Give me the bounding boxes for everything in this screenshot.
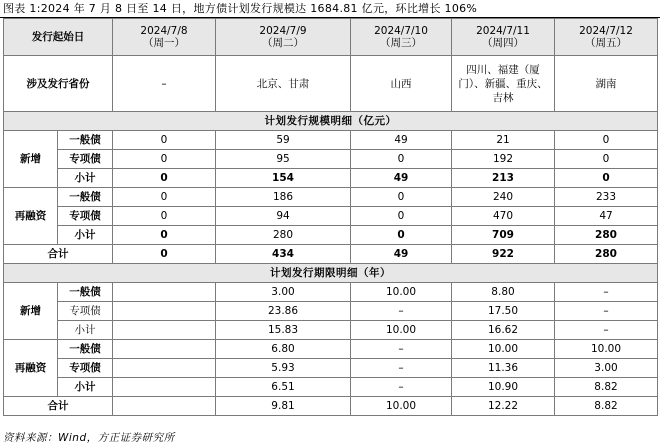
table-row <box>4 302 658 321</box>
value-cell: 59 <box>216 131 351 150</box>
value-cell: 0 <box>113 150 216 169</box>
table-row <box>4 378 658 397</box>
date-text: 2024/7/8 <box>140 25 188 37</box>
date-cell <box>113 19 216 56</box>
value-cell: 0 <box>351 150 452 169</box>
general-bond-label: 一般债 <box>58 283 113 302</box>
term-section-title-row <box>4 264 658 283</box>
subtotal-label: 小计 <box>58 321 113 340</box>
date-cell <box>216 19 351 56</box>
value-cell: 0 <box>113 245 216 264</box>
total-row <box>4 245 658 264</box>
scale-section-title: 计划发行规模明细（亿元） <box>4 112 658 131</box>
refinancing-label: 再融资 <box>4 340 58 397</box>
weekday-text: （周五） <box>585 37 627 49</box>
value-cell: 8.82 <box>555 378 658 397</box>
value-cell: 186 <box>216 188 351 207</box>
value-cell: – <box>351 340 452 359</box>
value-cell: 0 <box>555 150 658 169</box>
weekday-text: （周一） <box>143 37 185 49</box>
general-bond-label: 一般债 <box>58 131 113 150</box>
value-cell: 0 <box>113 169 216 188</box>
value-cell: 10.00 <box>351 321 452 340</box>
value-cell: 21 <box>452 131 555 150</box>
table-row <box>4 150 658 169</box>
term-section-title: 计划发行期限明细（年） <box>4 264 658 283</box>
value-cell: 10.00 <box>351 397 452 416</box>
subtotal-label: 小计 <box>58 378 113 397</box>
value-cell: – <box>351 302 452 321</box>
value-cell: 470 <box>452 207 555 226</box>
value-cell: – <box>555 321 658 340</box>
table-row <box>4 359 658 378</box>
table-row <box>4 283 658 302</box>
value-cell: 280 <box>555 245 658 264</box>
special-bond-label: 专项债 <box>58 150 113 169</box>
province-cell: 湖南 <box>555 56 658 112</box>
special-bond-label: 专项债 <box>58 207 113 226</box>
bond-issuance-table <box>3 18 658 416</box>
value-cell: 213 <box>452 169 555 188</box>
date-text: 2024/7/10 <box>374 25 428 37</box>
source-footnote: 资料来源：Wind，方正证券研究所 <box>3 432 175 444</box>
weekday-text: （周二） <box>262 37 304 49</box>
value-cell: 15.83 <box>216 321 351 340</box>
table-row <box>4 131 658 150</box>
value-cell: 240 <box>452 188 555 207</box>
provinces-label: 涉及发行省份 <box>4 56 113 112</box>
value-cell: 49 <box>351 169 452 188</box>
figure-caption: 图表 1:2024 年 7 月 8 日至 14 日，地方债计划发行规模达 1684.81 亿元，环比增长 106% <box>3 2 478 15</box>
date-cell <box>555 19 658 56</box>
value-cell: 192 <box>452 150 555 169</box>
value-cell: 16.62 <box>452 321 555 340</box>
value-cell: 6.80 <box>216 340 351 359</box>
weekday-text: （周四） <box>482 37 524 49</box>
value-cell: 49 <box>351 245 452 264</box>
new-issuance-label: 新增 <box>4 131 58 188</box>
value-cell: 11.36 <box>452 359 555 378</box>
value-cell <box>113 397 216 416</box>
general-bond-label: 一般债 <box>58 340 113 359</box>
value-cell: 154 <box>216 169 351 188</box>
value-cell: 0 <box>113 131 216 150</box>
header-row <box>4 19 658 56</box>
value-cell: 47 <box>555 207 658 226</box>
value-cell: 233 <box>555 188 658 207</box>
weekday-text: （周三） <box>380 37 422 49</box>
start-date-label: 发行起始日 <box>4 19 113 56</box>
special-bond-label: 专项债 <box>58 302 113 321</box>
value-cell: 17.50 <box>452 302 555 321</box>
general-bond-label: 一般债 <box>58 188 113 207</box>
value-cell: – <box>351 378 452 397</box>
new-issuance-label: 新增 <box>4 283 58 340</box>
value-cell <box>113 378 216 397</box>
value-cell: – <box>555 302 658 321</box>
value-cell <box>113 321 216 340</box>
value-cell: 23.86 <box>216 302 351 321</box>
value-cell: – <box>555 283 658 302</box>
date-cell <box>351 19 452 56</box>
value-cell: – <box>351 359 452 378</box>
subtotal-label: 小计 <box>58 169 113 188</box>
table-row <box>4 321 658 340</box>
value-cell: 922 <box>452 245 555 264</box>
value-cell: 8.82 <box>555 397 658 416</box>
scale-section-title-row <box>4 112 658 131</box>
province-cell: 四川、福建（厦门）、新疆、重庆、吉林 <box>452 56 555 112</box>
province-cell: – <box>113 56 216 112</box>
province-cell: 北京、甘肃 <box>216 56 351 112</box>
value-cell <box>113 359 216 378</box>
value-cell: 12.22 <box>452 397 555 416</box>
date-text: 2024/7/9 <box>259 25 307 37</box>
value-cell: 0 <box>351 226 452 245</box>
total-label: 合计 <box>4 397 113 416</box>
value-cell: 0 <box>113 226 216 245</box>
table-row <box>4 207 658 226</box>
value-cell: 10.90 <box>452 378 555 397</box>
value-cell: 10.00 <box>351 283 452 302</box>
province-cell: 山西 <box>351 56 452 112</box>
special-bond-label: 专项债 <box>58 359 113 378</box>
value-cell: 6.51 <box>216 378 351 397</box>
value-cell: 0 <box>555 169 658 188</box>
value-cell <box>113 302 216 321</box>
value-cell: 49 <box>351 131 452 150</box>
table-row <box>4 169 658 188</box>
total-row <box>4 397 658 416</box>
value-cell: 0 <box>555 131 658 150</box>
table-row <box>4 226 658 245</box>
value-cell: 10.00 <box>555 340 658 359</box>
value-cell: 94 <box>216 207 351 226</box>
value-cell: 95 <box>216 150 351 169</box>
date-text: 2024/7/12 <box>579 25 633 37</box>
date-cell <box>452 19 555 56</box>
value-cell: 0 <box>113 207 216 226</box>
value-cell: 8.80 <box>452 283 555 302</box>
total-label: 合计 <box>4 245 113 264</box>
value-cell: 0 <box>351 207 452 226</box>
value-cell: 5.93 <box>216 359 351 378</box>
value-cell <box>113 283 216 302</box>
value-cell <box>113 340 216 359</box>
value-cell: 10.00 <box>452 340 555 359</box>
value-cell: 3.00 <box>555 359 658 378</box>
table-row <box>4 188 658 207</box>
value-cell: 3.00 <box>216 283 351 302</box>
value-cell: 9.81 <box>216 397 351 416</box>
date-text: 2024/7/11 <box>476 25 530 37</box>
value-cell: 434 <box>216 245 351 264</box>
value-cell: 0 <box>351 188 452 207</box>
value-cell: 0 <box>113 188 216 207</box>
value-cell: 280 <box>216 226 351 245</box>
refinancing-label: 再融资 <box>4 188 58 245</box>
value-cell: 280 <box>555 226 658 245</box>
provinces-row <box>4 56 658 112</box>
value-cell: 709 <box>452 226 555 245</box>
table-row <box>4 340 658 359</box>
subtotal-label: 小计 <box>58 226 113 245</box>
